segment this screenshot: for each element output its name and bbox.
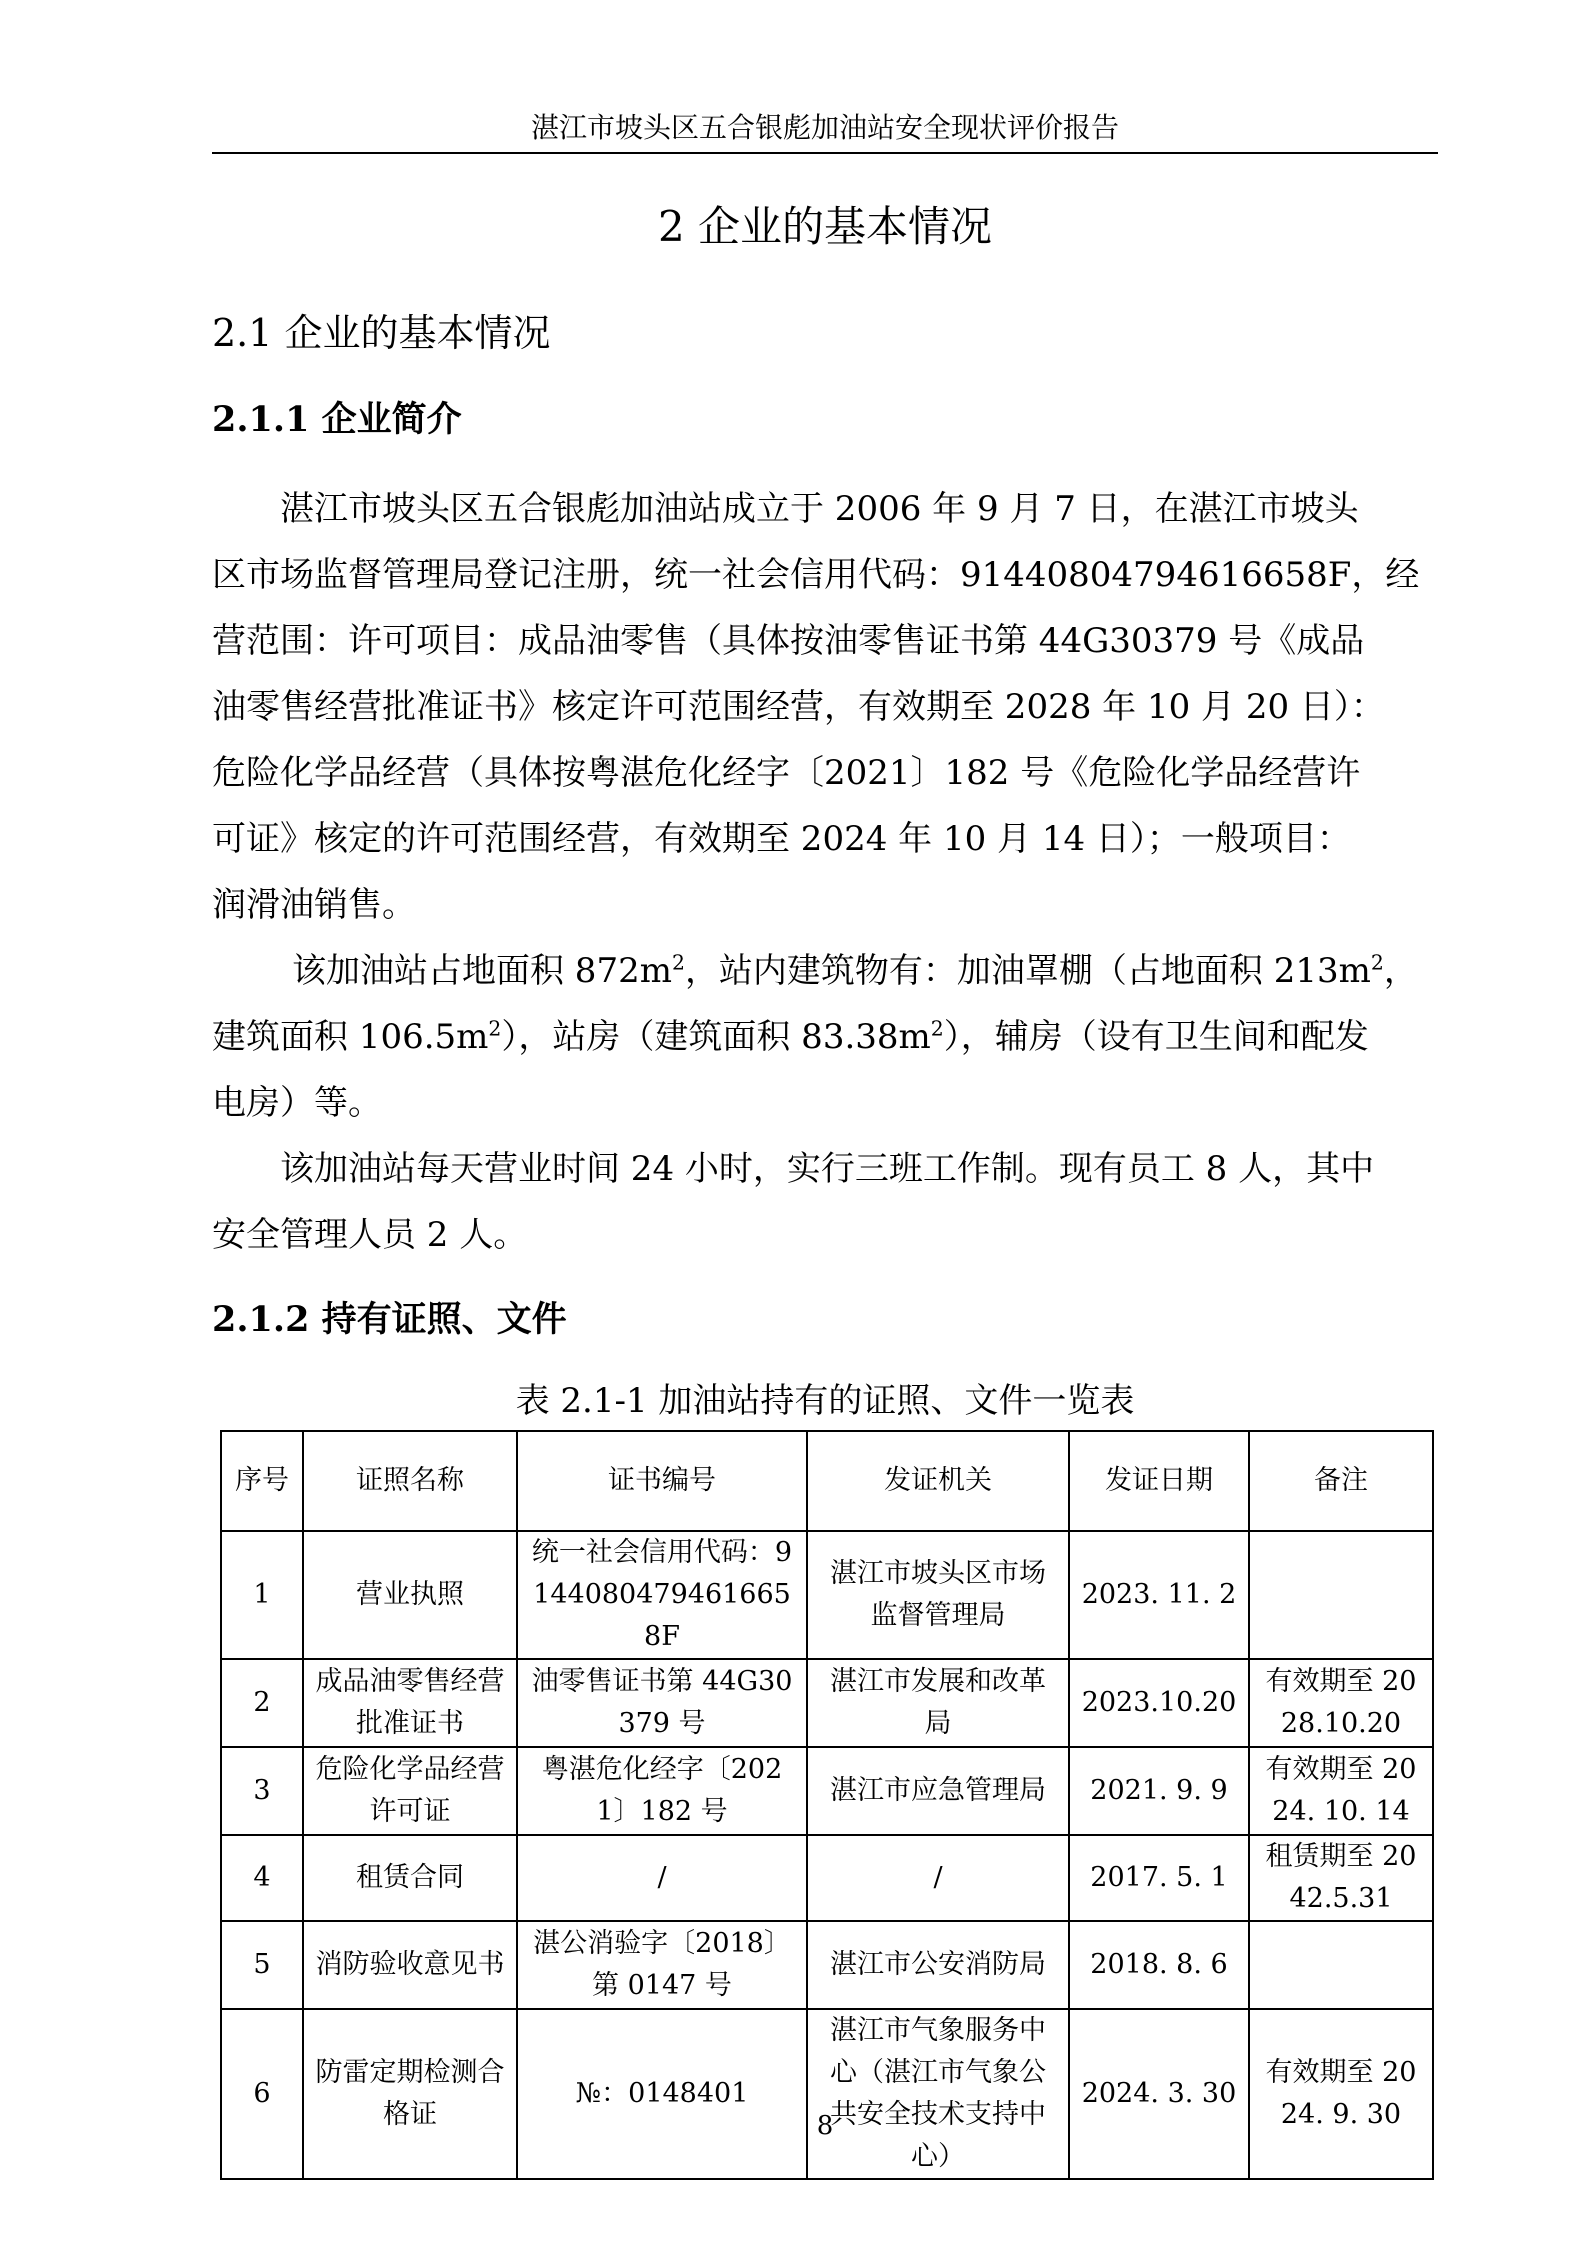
cell-number: 油零售证书第 44G30379 号 xyxy=(517,1659,807,1747)
certificates-table xyxy=(220,1430,1434,2180)
cell-name: 消防验收意见书 xyxy=(303,1921,517,2009)
table-header-row xyxy=(221,1431,1433,1531)
page-number: 8 xyxy=(816,2111,834,2141)
cell-name: 防雷定期检测合格证 xyxy=(303,2009,517,2179)
header-cell-authority: 发证机关 xyxy=(807,1431,1069,1531)
text-run: ），站房（建筑面积 83.38m xyxy=(501,1017,931,1057)
cell-name: 成品油零售经营批准证书 xyxy=(303,1659,517,1747)
cell-authority: 湛江市坡头区市场监督管理局 xyxy=(807,1531,1069,1659)
cell-authority: 湛江市发展和改革局 xyxy=(807,1659,1069,1747)
header-cell-name: 证照名称 xyxy=(303,1431,517,1531)
text-run: ， xyxy=(1383,951,1418,991)
cell-authority: 湛江市气象服务中心（湛江市气象公共安全技术支持中心） xyxy=(807,2009,1069,2179)
subsection-title-certificates: 2.1.2 持有证照、文件 xyxy=(212,1299,567,1340)
table-row xyxy=(221,1747,1433,1835)
text-run: 建筑面积 106.5m xyxy=(212,1017,489,1057)
text-line: 油零售经营批准证书》核定许可范围经营，有效期至 2028 年 10 月 20 日）： xyxy=(212,687,1385,727)
cell-number: / xyxy=(517,1835,807,1921)
cell-remark: 租赁期至 2042.5.31 xyxy=(1249,1835,1433,1921)
header-cell-remark: 备注 xyxy=(1249,1431,1433,1531)
text-line: 润滑油销售。 xyxy=(212,885,416,925)
cell-number: 粤湛危化经字〔2021〕182 号 xyxy=(517,1747,807,1835)
table-row xyxy=(221,1835,1433,1921)
cell-no: 3 xyxy=(221,1747,303,1835)
table-row xyxy=(221,1531,1433,1659)
cell-no: 4 xyxy=(221,1835,303,1921)
cell-date: 2018. 8. 6 xyxy=(1069,1921,1249,2009)
text-line xyxy=(212,1004,1438,1070)
text-line: 湛江市坡头区五合银彪加油站成立于 2006 年 9 月 7 日，在湛江市坡头 xyxy=(280,489,1359,529)
cell-no: 5 xyxy=(221,1921,303,2009)
section-title: 2.1 企业的基本情况 xyxy=(212,311,551,355)
header-cell-date: 发证日期 xyxy=(1069,1431,1249,1531)
cell-date: 2024. 3. 30 xyxy=(1069,2009,1249,2179)
cell-name: 营业执照 xyxy=(303,1531,517,1659)
table-row xyxy=(221,2009,1433,2179)
chapter-title: 2 企业的基本情况 xyxy=(657,202,993,251)
cell-no: 6 xyxy=(221,2009,303,2179)
cell-name: 危险化学品经营许可证 xyxy=(303,1747,517,1835)
text-line xyxy=(212,938,1438,1004)
header-cell-no: 序号 xyxy=(221,1431,303,1531)
cell-date: 2021. 9. 9 xyxy=(1069,1747,1249,1835)
subsection-title-company-profile: 2.1.1 企业简介 xyxy=(212,399,462,440)
superscript: 2 xyxy=(488,1016,502,1041)
cell-number: 统一社会信用代码：91440804794616658F xyxy=(517,1531,807,1659)
text-line: 区市场监督管理局登记注册，统一社会信用代码：91440804794616658F，经 xyxy=(212,555,1420,595)
text-line: 该加油站每天营业时间 24 小时，实行三班工作制。现有员工 8 人，其中 xyxy=(280,1149,1375,1189)
cell-remark xyxy=(1249,1531,1433,1659)
cell-authority: 湛江市公安消防局 xyxy=(807,1921,1069,2009)
table-caption: 表 2.1-1 加油站持有的证照、文件一览表 xyxy=(515,1381,1135,1421)
cell-remark: 有效期至 2028.10.20 xyxy=(1249,1659,1433,1747)
paragraph-site-area xyxy=(212,938,1438,1136)
cell-remark xyxy=(1249,1921,1433,2009)
text-run: ），辅房（设有卫生间和配发 xyxy=(943,1017,1369,1057)
cell-remark: 有效期至 2024. 9. 30 xyxy=(1249,2009,1433,2179)
cell-no: 1 xyxy=(221,1531,303,1659)
text-run: 该加油站占地面积 872m xyxy=(292,951,672,991)
text-line: 安全管理人员 2 人。 xyxy=(212,1215,528,1255)
table-row xyxy=(221,1921,1433,2009)
cell-date: 2017. 5. 1 xyxy=(1069,1835,1249,1921)
superscript: 2 xyxy=(1370,950,1384,975)
paragraph-company-profile xyxy=(212,476,1438,938)
cell-no: 2 xyxy=(221,1659,303,1747)
text-run: ，站内建筑物有：加油罩棚（占地面积 213m xyxy=(684,951,1371,991)
cell-number: 湛公消验字〔2018〕第 0147 号 xyxy=(517,1921,807,2009)
text-line: 可证》核定的许可范围经营，有效期至 2024 年 10 月 14 日）；一般项目： xyxy=(212,819,1351,859)
cell-remark: 有效期至 2024. 10. 14 xyxy=(1249,1747,1433,1835)
superscript: 2 xyxy=(671,950,685,975)
cell-name: 租赁合同 xyxy=(303,1835,517,1921)
table-row xyxy=(221,1659,1433,1747)
header-cell-number: 证书编号 xyxy=(517,1431,807,1531)
text-line: 营范围：许可项目：成品油零售（具体按油零售证书第 44G30379 号《成品 xyxy=(212,621,1365,661)
cell-authority: / xyxy=(807,1835,1069,1921)
cell-authority: 湛江市应急管理局 xyxy=(807,1747,1069,1835)
text-line: 电房）等。 xyxy=(212,1083,382,1123)
cell-number: №：0148401 xyxy=(517,2009,807,2179)
superscript: 2 xyxy=(930,1016,944,1041)
header-rule xyxy=(212,152,1438,154)
text-line: 危险化学品经营（具体按粤湛危化经字〔2021〕182 号《危险化学品经营许 xyxy=(212,753,1361,793)
running-header: 湛江市坡头区五合银彪加油站安全现状评价报告 xyxy=(530,111,1119,144)
cell-date: 2023. 11. 2 xyxy=(1069,1531,1249,1659)
paragraph-staffing xyxy=(212,1136,1438,1268)
cell-date: 2023.10.20 xyxy=(1069,1659,1249,1747)
